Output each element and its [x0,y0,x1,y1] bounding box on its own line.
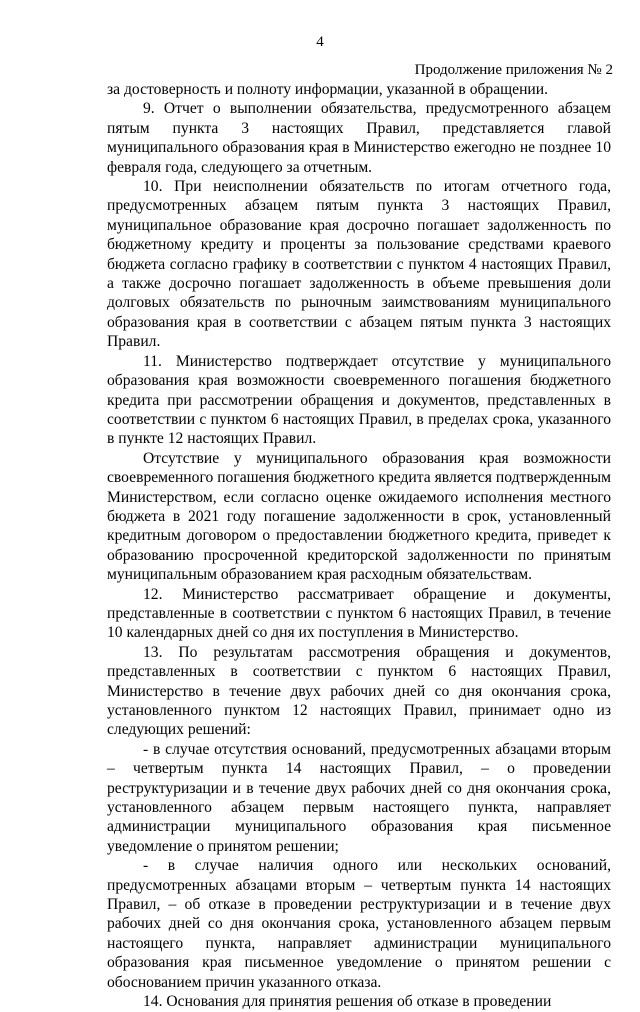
paragraph: 13. По результатам рассмотрения обращения и документов, представленных в соответствии с пунктом 6 настоящих Правил, Министерство в течение двух рабочих дней со дня окончания срока, установленного пунктом 12 настоящих Правил, принимает одно из следующих решений: [107,643,611,739]
paragraph: 11. Министерство подтверждает отсутствие у муниципального образования края возможности своевременного погашения бюджетного кредита при рассмотрении обращения и документов, представленных в соответствии с пунктом 6 настоящих Правил, в пределах срока, указанного в пункте 12 настоящих Правил. [107,352,611,448]
paragraph: 14. Основания для принятия решения об отказе в проведении [143,993,552,1011]
paragraph: 12. Министерство рассматривает обращение и документы, представленные в соответствии с пунктом 6 настоящих Правил, в течение 10 календарных дней со дня их поступления в Министерство. [107,585,611,642]
list-item: - в случае наличия одного или нескольких оснований, предусмотренных абзацами вторым – четвертым пункта 14 настоящих Правил, – об отказе в проведении реструктуризации и в течение двух рабочих дней со дня окончания срока, установленного абзацем первым настоящего пункта, направляет администрации муниципального образования края письменное уведомление о принятом решении с обоснованием причин указанного отказа. [107,857,611,991]
paragraph: 9. Отчет о выполнении обязательства, предусмотренного абзацем пятым пункта 3 настоящих Правил, представляется главой муниципального образования края в Министерство ежегодно не позднее 10 февраля года, следующего за отчетным. [107,100,611,176]
appendix-continuation-label: Продолжение приложения № 2 [414,62,613,78]
list-item: - в случае отсутствия оснований, предусмотренных абзацами вторым – четвертым пункта 14 настоящих Правил, – о проведении реструктуризации и в течение двух рабочих дней со дня окончания срока, установленного абзацем первым настоящего пункта, направляет администрации муниципального образования края письменное уведомление о принятом решении; [107,740,611,855]
page-number: 4 [316,34,324,50]
document-body [107,80,611,1012]
paragraph: за достоверность и полноту информации, указанной в обращении. [107,81,549,98]
paragraph: 10. При неисполнении обязательств по итогам отчетного года, предусмотренных абзацем пятым пункта 3 настоящих Правил, муниципальное образование края досрочно погашает задолженность по бюджетному кредиту и проценты за пользование средствами краевого бюджета согласно графику в соответствии с пунктом 4 настоящих Правил, а также досрочно погашает задолженность в объеме превышения доли долговых обязательств по рыночным заимствованиям муниципального образования края в соответствии с абзацем пятым пункта 3 настоящих Правил. [107,178,611,351]
paragraph: Отсутствие у муниципального образования края возможности своевременного погашения бюджетного кредита является подтвержденным Министерством, если согласно оценке ожидаемого исполнения местного бюджета в 2021 году погашение задолженности в срок, установленный кредитным договором о предоставлении бюджетного кредита, приведет к образованию просроченной кредиторской задолженности по принятым муниципальным образованием края расходным обязательствам. [107,449,611,584]
